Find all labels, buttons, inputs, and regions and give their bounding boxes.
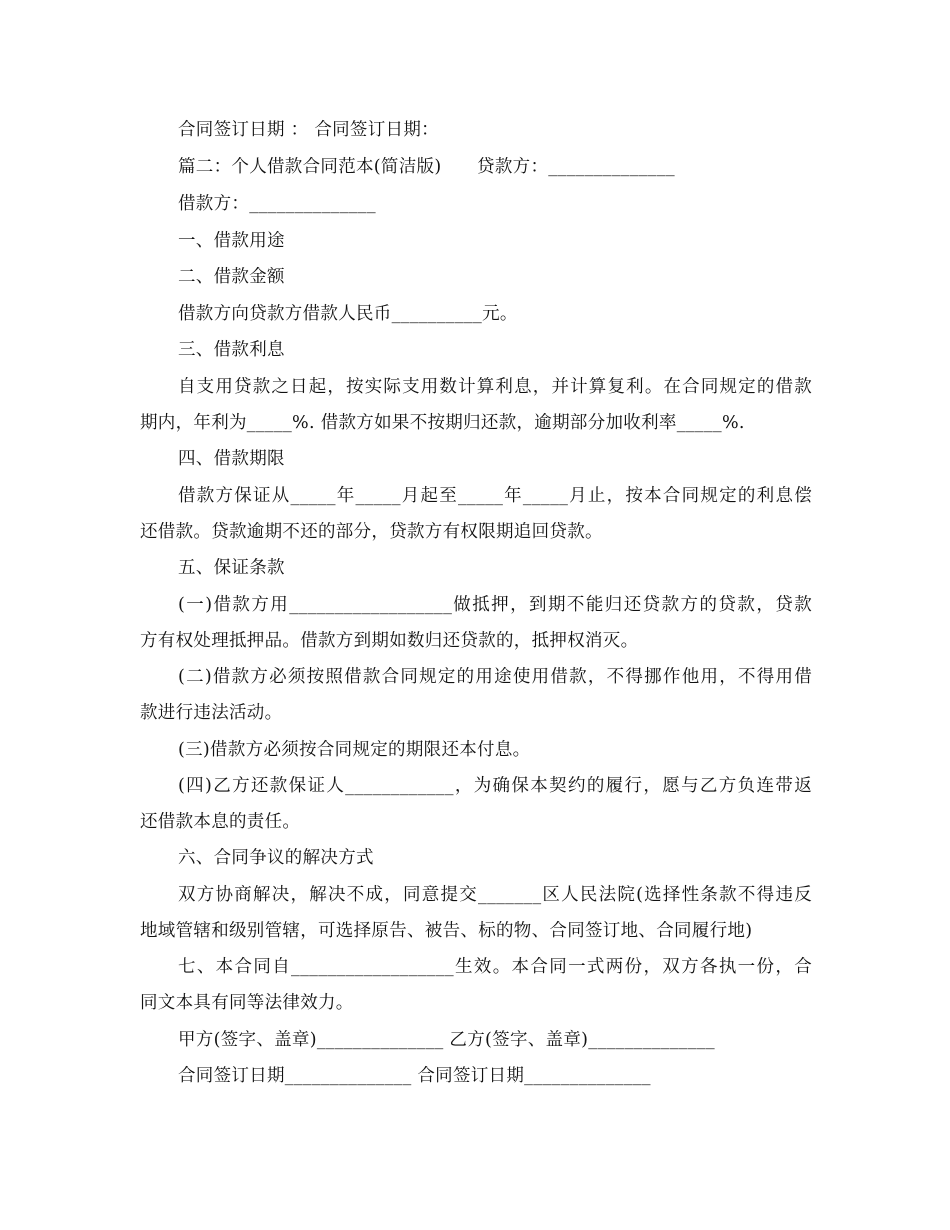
section-heading-amount: 二、借款金额 — [178, 267, 285, 287]
section-heading-purpose: 一、借款用途 — [178, 231, 285, 251]
section-heading-guarantee: 五、保证条款 — [178, 558, 285, 578]
amount-paragraph: 借款方向贷款方借款人民币__________元。 — [178, 304, 518, 324]
term-paragraph-line-2: 还借款。贷款逾期不还的部分，贷款方有权限期追回贷款。 — [140, 522, 603, 542]
guarantee-clause-4-line-1: (四)乙方还款保证人____________，为确保本契约的履行，愿与乙方负连带返 — [178, 776, 812, 796]
guarantee-clause-1-line-2: 方有权处理抵押品。借款方到期如数归还贷款的，抵押权消灭。 — [140, 631, 639, 651]
dispute-paragraph-line-1: 双方协商解决，解决不成，同意提交_______区人民法院(选择性条款不得违反 — [178, 885, 812, 905]
section-heading-dispute: 六、合同争议的解决方式 — [178, 848, 374, 868]
contract-title-line: 篇二：个人借款合同范本(简洁版) 贷款方：______________ — [178, 157, 675, 177]
section-heading-term: 四、借款期限 — [178, 449, 285, 469]
signature-line: 甲方(签字、盖章)______________ 乙方(签字、盖章)______________ — [178, 1030, 715, 1050]
signing-date-footer-line: 合同签订日期______________ 合同签订日期______________ — [178, 1066, 651, 1086]
section-heading-interest: 三、借款利息 — [178, 340, 285, 360]
guarantee-clause-2-line-2: 款进行违法活动。 — [140, 703, 283, 723]
term-paragraph-line-1: 借款方保证从_____年_____月起至_____年_____月止，按本合同规定的利息偿 — [178, 486, 812, 506]
interest-paragraph-line-2: 期内，年利为_____%. 借款方如果不按期归还款，逾期部分加收利率_____%. — [140, 413, 745, 433]
guarantee-clause-2-line-1: (二)借款方必须按照借款合同规定的用途使用借款，不得挪作他用，不得用借 — [178, 667, 812, 687]
dispute-paragraph-line-2: 地域管辖和级别管辖，可选择原告、被告、标的物、合同签订地、合同履行地) — [140, 921, 753, 941]
effective-paragraph-line-1: 七、本合同自__________________生效。本合同一式两份，双方各执一份，合 — [178, 957, 812, 977]
interest-paragraph-line-1: 自支用贷款之日起，按实际支用数计算利息，并计算复利。在合同规定的借款 — [178, 377, 812, 397]
guarantee-clause-1-line-1: (一)借款方用__________________做抵押，到期不能归还贷款方的贷款，贷款 — [178, 595, 812, 615]
signing-date-line: 合同签订日期 ： 合同签订日期： — [178, 120, 439, 140]
effective-paragraph-line-2: 同文本具有同等法律效力。 — [140, 993, 354, 1013]
guarantee-clause-3: (三)借款方必须按合同规定的期限还本付息。 — [178, 740, 531, 760]
guarantee-clause-4-line-2: 还借款本息的责任。 — [140, 812, 301, 832]
borrower-line: 借款方：______________ — [178, 194, 376, 214]
